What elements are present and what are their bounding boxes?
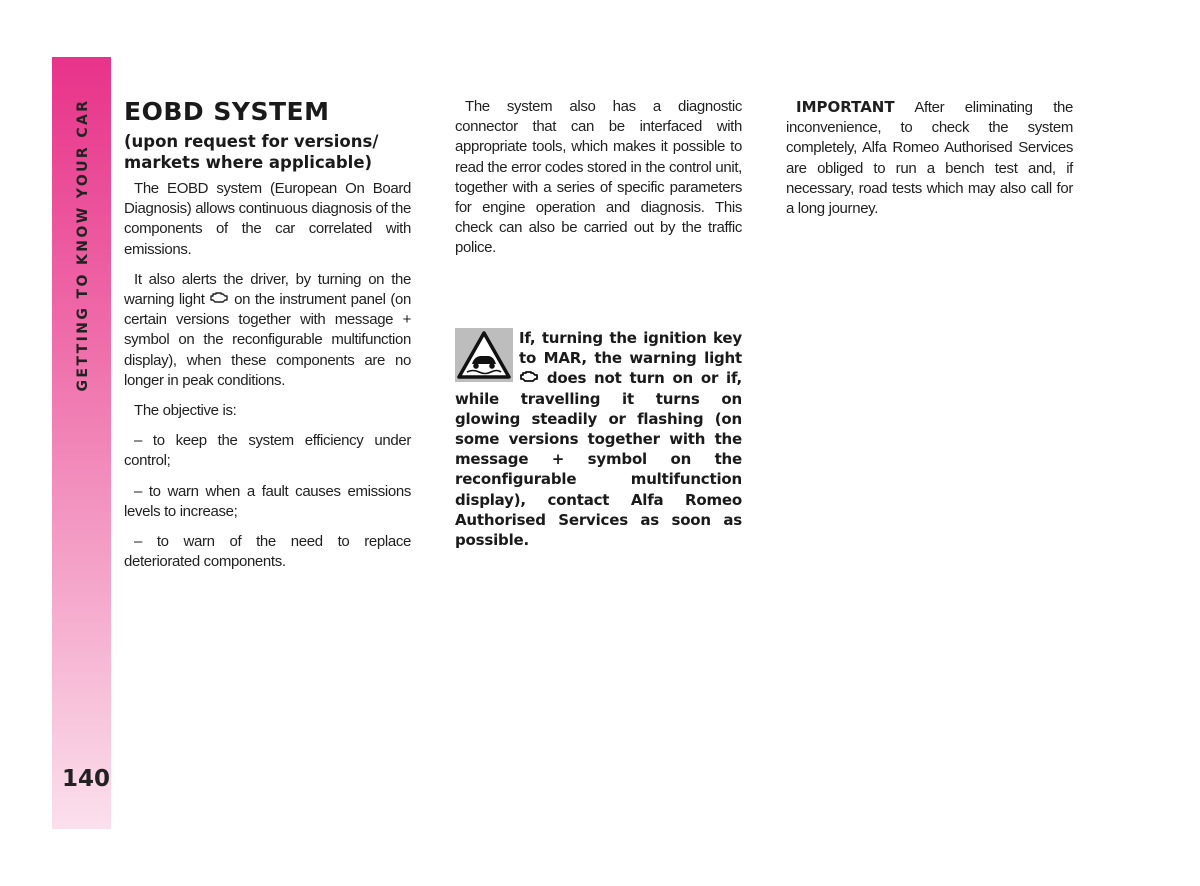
subheading-line-2: markets where applicable) xyxy=(124,153,373,172)
bullet-efficiency: – to keep the system efficiency under control; xyxy=(124,432,411,470)
important-text: After eliminating the inconvenience, to check the system completely, Alfa Romeo Authorised Services are obliged to run a bench test and, if necessary, road tests which may also call for a long journey. xyxy=(786,99,1073,218)
column-right xyxy=(786,97,1073,229)
section-subheading xyxy=(124,131,411,173)
slippery-road-warning-icon xyxy=(455,328,513,382)
paragraph-objective: The objective is: xyxy=(134,402,237,420)
paragraph-alert xyxy=(124,270,411,391)
engine-check-icon xyxy=(209,291,229,305)
engine-check-icon xyxy=(519,370,539,384)
column-middle xyxy=(455,97,742,269)
warning-text-end: does not turn on or if, while travelling it turns on glowing steadily or flashing (on some versions together with the message + symbol on the reconfigurable multifunction display), contact Alfa Romeo Authorised Services as soon as possible. xyxy=(455,369,742,550)
paragraph-alert-start: It also alerts the driver, by turning on the warning light xyxy=(124,270,411,309)
warning-text-start: If, turning the ignition key to MAR, the warning light xyxy=(519,329,742,368)
subheading-line-1: (upon request for versions/ xyxy=(124,132,379,151)
section-heading: EOBD SYSTEM xyxy=(124,97,330,126)
chapter-title: GETTING TO KNOW YOUR CAR xyxy=(75,98,91,392)
paragraph-intro: The EOBD system (European On Board Diagnosis) allows continuous diagnosis of the components of the car correlated with emissions. xyxy=(124,180,411,258)
paragraph-diagnostic-connector: The system also has a diagnostic connector that can be interfaced with appropriate tools, which makes it possible to read the error codes stored in the control unit, together with a series of specific parameters for engine operation and diagnosis. This check can also be carried out by the traffic police. xyxy=(455,98,742,257)
column-left xyxy=(124,97,411,582)
bullet-replace: – to warn of the need to replace deteriorated components. xyxy=(124,533,411,571)
paragraph-alert-end: on the instrument panel (on certain versions together with message + symbol on the reconfigurable multifunction display), when these components are no longer in peak conditions. xyxy=(124,291,412,389)
important-note xyxy=(786,97,1073,219)
bullet-emissions: – to warn when a fault causes emissions levels to increase; xyxy=(124,482,411,520)
page-number: 140 xyxy=(62,766,111,792)
important-label: IMPORTANT xyxy=(796,98,895,116)
warning-block xyxy=(455,328,742,550)
